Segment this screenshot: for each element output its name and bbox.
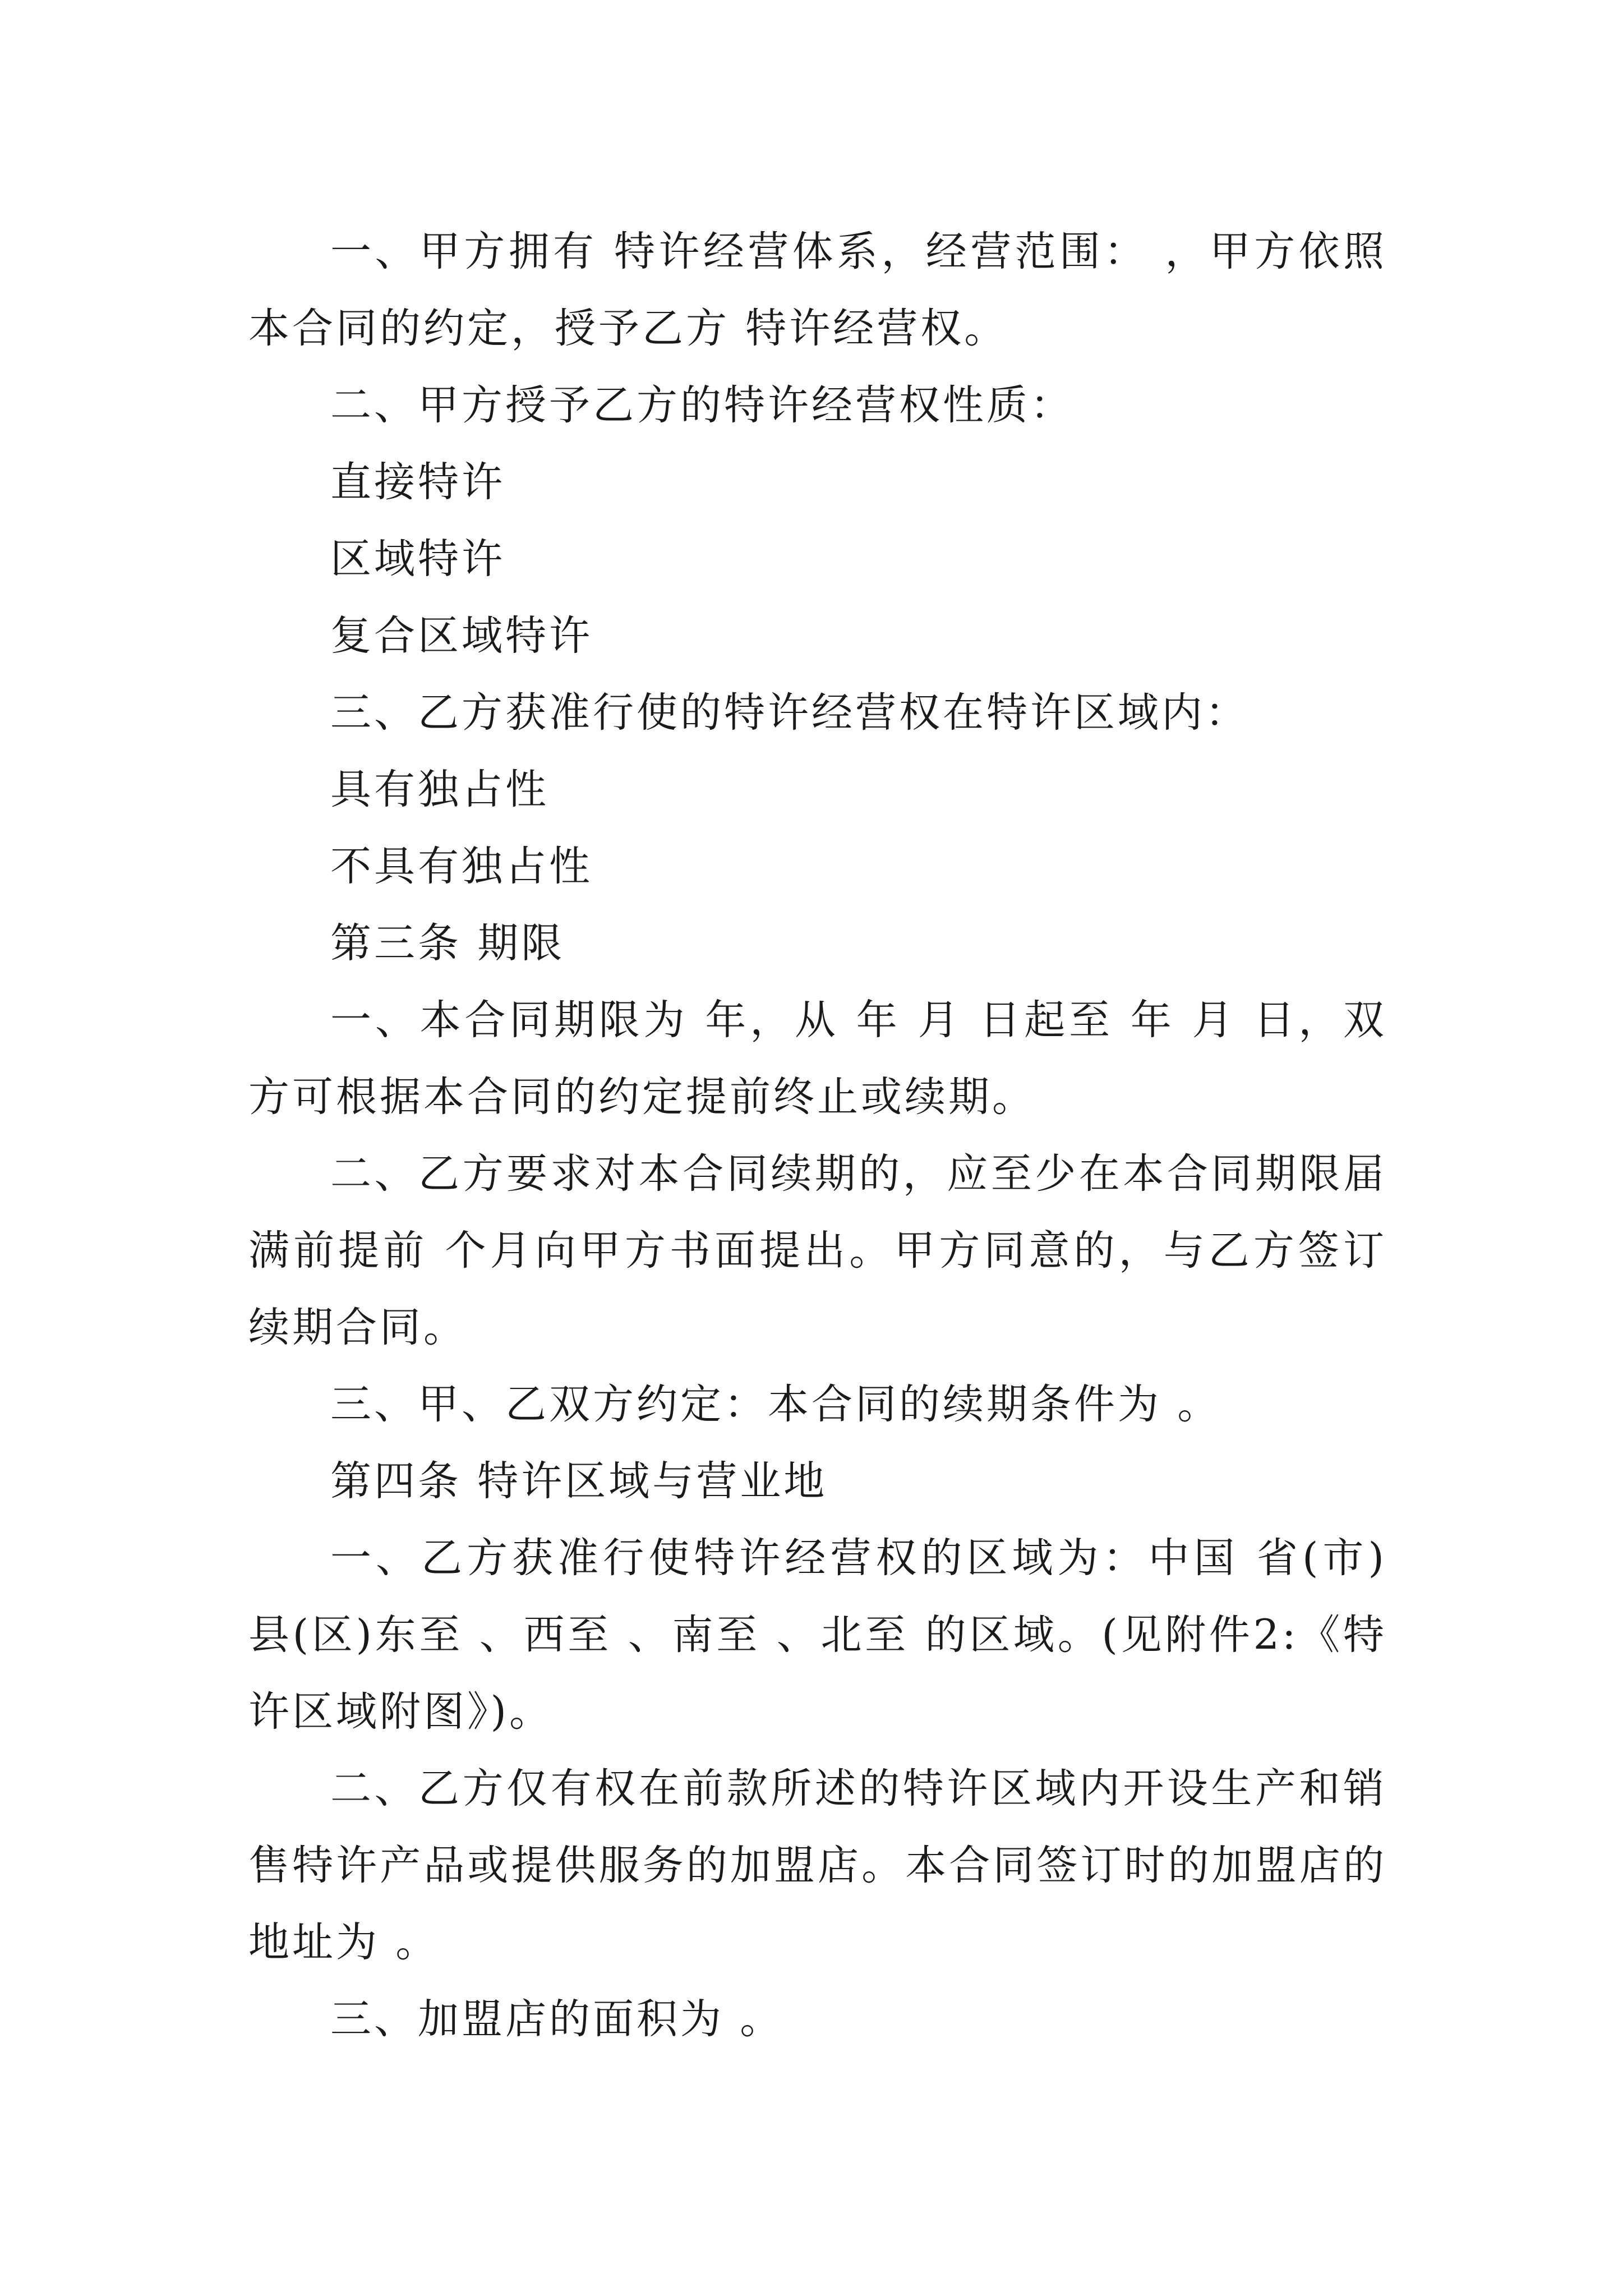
option-composite-regional-franchise: 复合区域特许 [330, 612, 593, 660]
paragraph-contract-term: 一、本合同期限为 年，从 年 月 日起至 年 月 日，双方可根据本合同的约定提前终止或续期。 [248, 996, 1387, 1121]
paragraph-renewal-request: 二、乙方要求对本合同续期的，应至少在本合同期限届满前提前 个月向甲方书面提出。甲方同意的，与乙方签订续期合同。 [248, 1150, 1387, 1351]
option-exclusive: 具有独占性 [330, 766, 549, 813]
paragraph-franchise-system: 一、甲方拥有 特许经营体系，经营范围： ，甲方依照本合同的约定，授予乙方 特许经营权。 [248, 228, 1387, 352]
option-regional-franchise: 区域特许 [330, 535, 505, 583]
paragraph-store-area: 三、加盟店的面积为 。 [330, 1995, 784, 2043]
paragraph-franchise-region: 一、乙方获准行使特许经营权的区域为：中国 省(市)县(区)东至 、西至 、南至 、北至 的区域。(见附件2:《特许区域附图》)。 [248, 1534, 1387, 1736]
option-non-exclusive: 不具有独占性 [330, 843, 593, 890]
paragraph-renewal-conditions: 三、甲、乙双方约定：本合同的续期条件为 。 [330, 1381, 1221, 1428]
option-direct-franchise: 直接特许 [330, 458, 505, 506]
article-four-heading: 第四条 特许区域与营业地 [330, 1457, 828, 1505]
article-three-heading: 第三条 期限 [330, 919, 565, 967]
paragraph-exclusivity: 三、乙方获准行使的特许经营权在特许区域内： [330, 689, 1249, 737]
paragraph-franchise-nature: 二、甲方授予乙方的特许经营权性质： [330, 381, 1074, 429]
paragraph-store-location: 二、乙方仅有权在前款所述的特许区域内开设生产和销售特许产品或提供服务的加盟店。本合同签订时的加盟店的地址为 。 [248, 1765, 1387, 1966]
document-body [248, 213, 1387, 2058]
